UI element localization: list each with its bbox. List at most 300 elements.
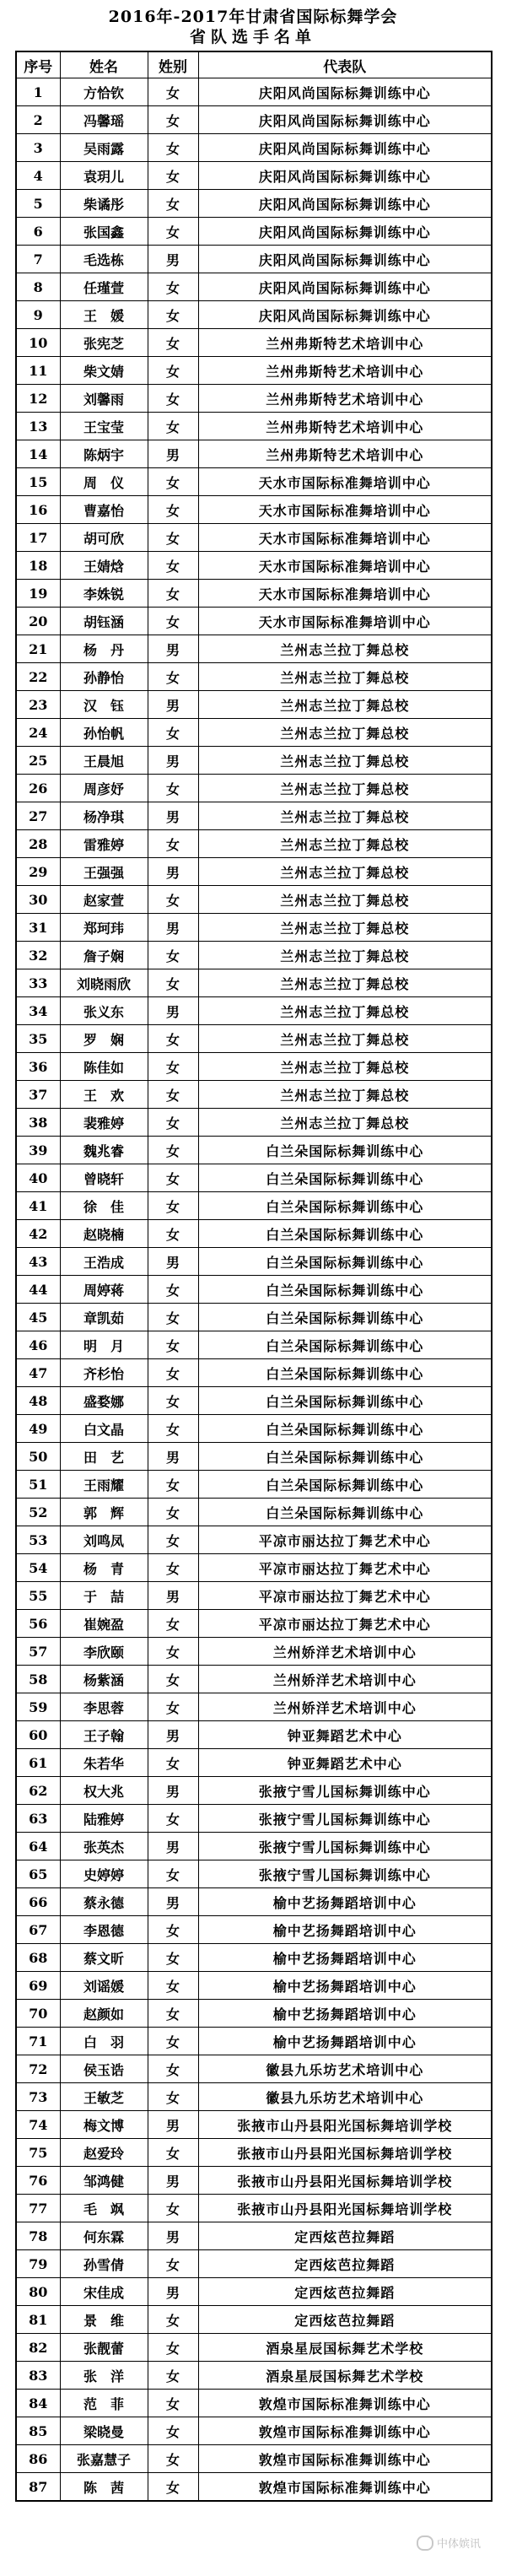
table-header-row	[16, 51, 492, 78]
table-row	[16, 1248, 492, 1276]
cell-team: 酒泉星辰国标舞艺术学校	[198, 2362, 492, 2390]
cell-team: 天水市国际标准舞培训中心	[198, 496, 492, 524]
cell-name: 陆雅婷	[60, 1805, 148, 1833]
table-row	[16, 273, 492, 301]
cell-gender: 女	[148, 1916, 198, 1944]
table-row	[16, 1860, 492, 1888]
table-row	[16, 719, 492, 747]
cell-name: 徐 佳	[60, 1192, 148, 1220]
cell-gender: 女	[148, 663, 198, 691]
cell-name: 王宝莹	[60, 413, 148, 440]
cell-name: 李恩德	[60, 1916, 148, 1944]
cell-team: 白兰朵国际标舞训练中心	[198, 1415, 492, 1443]
cell-name: 王强强	[60, 858, 148, 886]
cell-number: 80	[16, 2278, 60, 2306]
cell-team: 兰州志兰拉丁舞总校	[198, 635, 492, 663]
cell-gender: 女	[148, 1805, 198, 1833]
cell-number: 35	[16, 1025, 60, 1053]
cell-name: 刘鸣凤	[60, 1526, 148, 1554]
cell-gender: 女	[148, 218, 198, 246]
cell-number: 78	[16, 2222, 60, 2250]
table-row	[16, 886, 492, 914]
cell-team: 兰州志兰拉丁舞总校	[198, 663, 492, 691]
cell-gender: 女	[148, 2250, 198, 2278]
cell-gender: 女	[148, 1164, 198, 1192]
cell-name: 雷雅婷	[60, 830, 148, 858]
cell-team: 敦煌市国际标准舞训练中心	[198, 2390, 492, 2417]
cell-gender: 男	[148, 440, 198, 468]
cell-name: 杨紫涵	[60, 1666, 148, 1693]
cell-number: 81	[16, 2306, 60, 2334]
cell-number: 65	[16, 1860, 60, 1888]
cell-number: 31	[16, 914, 60, 942]
cell-team: 榆中艺扬舞蹈培训中心	[198, 1972, 492, 2000]
table-row	[16, 2167, 492, 2195]
cell-team: 白兰朵国际标舞训练中心	[198, 1387, 492, 1415]
cell-number: 86	[16, 2445, 60, 2473]
cell-gender: 女	[148, 1331, 198, 1359]
cell-gender: 男	[148, 1248, 198, 1276]
cell-gender: 女	[148, 580, 198, 608]
cell-team: 白兰朵国际标舞训练中心	[198, 1471, 492, 1499]
table-row	[16, 106, 492, 134]
table-row	[16, 1526, 492, 1554]
cell-team: 榆中艺扬舞蹈培训中心	[198, 1916, 492, 1944]
cell-name: 章凯茹	[60, 1304, 148, 1331]
cell-name: 张嘉慧子	[60, 2445, 148, 2473]
cell-gender: 女	[148, 413, 198, 440]
cell-gender: 女	[148, 608, 198, 635]
cell-number: 33	[16, 969, 60, 997]
cell-name: 杨 丹	[60, 635, 148, 663]
cell-number: 62	[16, 1777, 60, 1805]
table-row	[16, 1443, 492, 1471]
cell-name: 曾晓轩	[60, 1164, 148, 1192]
cell-gender: 女	[148, 1304, 198, 1331]
cell-number: 22	[16, 663, 60, 691]
cell-number: 61	[16, 1749, 60, 1777]
cell-number: 45	[16, 1304, 60, 1331]
cell-number: 34	[16, 997, 60, 1025]
cell-gender: 女	[148, 78, 198, 106]
cell-number: 55	[16, 1582, 60, 1610]
cell-team: 庆阳风尚国际标舞训练中心	[198, 273, 492, 301]
cell-name: 赵颜如	[60, 2000, 148, 2028]
cell-name: 毛 飒	[60, 2195, 148, 2222]
cell-team: 白兰朵国际标舞训练中心	[198, 1443, 492, 1471]
cell-name: 郑珂玮	[60, 914, 148, 942]
cell-number: 30	[16, 886, 60, 914]
table-row	[16, 942, 492, 969]
cell-name: 曹嘉怡	[60, 496, 148, 524]
cell-team: 兰州志兰拉丁舞总校	[198, 997, 492, 1025]
cell-gender: 男	[148, 747, 198, 775]
cell-number: 73	[16, 2083, 60, 2111]
table-row	[16, 1359, 492, 1387]
cell-gender: 女	[148, 2417, 198, 2445]
cell-number: 69	[16, 1972, 60, 2000]
cell-number: 47	[16, 1359, 60, 1387]
cell-name: 白文晶	[60, 1415, 148, 1443]
cell-name: 陈佳如	[60, 1053, 148, 1081]
table-row	[16, 413, 492, 440]
cell-team: 兰州志兰拉丁舞总校	[198, 775, 492, 802]
cell-name: 赵爱玲	[60, 2139, 148, 2167]
table-row	[16, 468, 492, 496]
cell-team: 兰州志兰拉丁舞总校	[198, 802, 492, 830]
table-row	[16, 2028, 492, 2055]
cell-number: 74	[16, 2111, 60, 2139]
cell-name: 陈炳宇	[60, 440, 148, 468]
cell-number: 82	[16, 2334, 60, 2362]
cell-team: 榆中艺扬舞蹈培训中心	[198, 1944, 492, 1972]
cell-team: 兰州志兰拉丁舞总校	[198, 719, 492, 747]
table-row	[16, 1693, 492, 1721]
cell-number: 72	[16, 2055, 60, 2083]
table-row	[16, 1025, 492, 1053]
cell-gender: 女	[148, 2028, 198, 2055]
table-row	[16, 1415, 492, 1443]
table-row	[16, 969, 492, 997]
table-row	[16, 1888, 492, 1916]
cell-team: 庆阳风尚国际标舞训练中心	[198, 246, 492, 273]
cell-number: 32	[16, 942, 60, 969]
cell-gender: 男	[148, 1777, 198, 1805]
cell-gender: 女	[148, 1972, 198, 2000]
roster-body	[16, 78, 492, 2502]
table-row	[16, 580, 492, 608]
table-row	[16, 1582, 492, 1610]
cell-number: 54	[16, 1554, 60, 1582]
cell-name: 王晨旭	[60, 747, 148, 775]
cell-name: 何东霖	[60, 2222, 148, 2250]
cell-name: 孙怡帆	[60, 719, 148, 747]
cell-team: 榆中艺扬舞蹈培训中心	[198, 1888, 492, 1916]
cell-name: 周婷蒋	[60, 1276, 148, 1304]
cell-team: 天水市国际标准舞培训中心	[198, 552, 492, 580]
cell-number: 25	[16, 747, 60, 775]
cell-number: 59	[16, 1693, 60, 1721]
cell-team: 兰州志兰拉丁舞总校	[198, 1081, 492, 1109]
table-row	[16, 2111, 492, 2139]
table-row	[16, 1192, 492, 1220]
cell-number: 44	[16, 1276, 60, 1304]
table-row	[16, 1387, 492, 1415]
cell-number: 50	[16, 1443, 60, 1471]
cell-name: 田 艺	[60, 1443, 148, 1471]
cell-team: 白兰朵国际标舞训练中心	[198, 1304, 492, 1331]
cell-name: 朱若华	[60, 1749, 148, 1777]
cell-name: 冯馨瑶	[60, 106, 148, 134]
cell-name: 崔婉盈	[60, 1610, 148, 1638]
cell-gender: 女	[148, 468, 198, 496]
cell-team: 兰州弗斯特艺术培训中心	[198, 385, 492, 413]
cell-number: 1	[16, 78, 60, 106]
header-gender: 姓别	[148, 51, 198, 78]
cell-team: 兰州志兰拉丁舞总校	[198, 886, 492, 914]
cell-number: 40	[16, 1164, 60, 1192]
cell-name: 魏兆睿	[60, 1137, 148, 1164]
table-row	[16, 2473, 492, 2502]
table-row	[16, 1916, 492, 1944]
cell-name: 郭 辉	[60, 1499, 148, 1526]
document-page	[15, 7, 491, 2502]
cell-number: 14	[16, 440, 60, 468]
cell-name: 张靓蕾	[60, 2334, 148, 2362]
cell-number: 13	[16, 413, 60, 440]
cell-gender: 男	[148, 997, 198, 1025]
table-row	[16, 1721, 492, 1749]
cell-number: 48	[16, 1387, 60, 1415]
cell-number: 23	[16, 691, 60, 719]
table-row	[16, 1666, 492, 1693]
cell-name: 王婧焓	[60, 552, 148, 580]
table-row	[16, 496, 492, 524]
cell-team: 敦煌市国际标准舞训练中心	[198, 2445, 492, 2473]
cell-number: 56	[16, 1610, 60, 1638]
table-row	[16, 1137, 492, 1164]
cell-team: 白兰朵国际标舞训练中心	[198, 1359, 492, 1387]
table-row	[16, 301, 492, 329]
cell-team: 兰州志兰拉丁舞总校	[198, 1109, 492, 1137]
table-row	[16, 2083, 492, 2111]
table-row	[16, 1972, 492, 2000]
cell-name: 陈 茜	[60, 2473, 148, 2502]
table-row	[16, 802, 492, 830]
cell-team: 天水市国际标准舞培训中心	[198, 524, 492, 552]
cell-gender: 女	[148, 524, 198, 552]
cell-team: 榆中艺扬舞蹈培训中心	[198, 2028, 492, 2055]
cell-team: 平凉市丽达拉丁舞艺术中心	[198, 1610, 492, 1638]
cell-number: 38	[16, 1109, 60, 1137]
table-row	[16, 1053, 492, 1081]
cell-gender: 女	[148, 775, 198, 802]
cell-name: 柴谲彤	[60, 190, 148, 218]
table-row	[16, 1610, 492, 1638]
cell-team: 张掖宁雪儿国标舞训练中心	[198, 1805, 492, 1833]
header-name: 姓名	[60, 51, 148, 78]
cell-team: 兰州志兰拉丁舞总校	[198, 858, 492, 886]
cell-number: 41	[16, 1192, 60, 1220]
cell-team: 兰州志兰拉丁舞总校	[198, 969, 492, 997]
cell-gender: 男	[148, 2111, 198, 2139]
table-row	[16, 2000, 492, 2028]
cell-name: 张义东	[60, 997, 148, 1025]
cell-gender: 男	[148, 691, 198, 719]
table-row	[16, 218, 492, 246]
cell-team: 张掖宁雪儿国标舞训练中心	[198, 1833, 492, 1860]
cell-gender: 女	[148, 1638, 198, 1666]
cell-number: 70	[16, 2000, 60, 2028]
table-row	[16, 552, 492, 580]
cell-team: 兰州志兰拉丁舞总校	[198, 747, 492, 775]
chat-bubble-icon	[417, 2535, 433, 2551]
table-row	[16, 997, 492, 1025]
cell-gender: 女	[148, 1944, 198, 1972]
cell-name: 赵晓楠	[60, 1220, 148, 1248]
cell-team: 张掖市山丹县阳光国标舞培训学校	[198, 2139, 492, 2167]
cell-number: 11	[16, 357, 60, 385]
cell-gender: 男	[148, 1582, 198, 1610]
table-row	[16, 1944, 492, 1972]
cell-number: 16	[16, 496, 60, 524]
table-row	[16, 2334, 492, 2362]
cell-gender: 女	[148, 2473, 198, 2502]
cell-team: 庆阳风尚国际标舞训练中心	[198, 134, 492, 162]
cell-gender: 女	[148, 1053, 198, 1081]
cell-number: 42	[16, 1220, 60, 1248]
cell-name: 张宪芝	[60, 329, 148, 357]
cell-team: 庆阳风尚国际标舞训练中心	[198, 106, 492, 134]
table-row	[16, 190, 492, 218]
cell-gender: 女	[148, 357, 198, 385]
cell-team: 钟亚舞蹈艺术中心	[198, 1749, 492, 1777]
cell-number: 4	[16, 162, 60, 190]
cell-number: 9	[16, 301, 60, 329]
cell-gender: 女	[148, 1554, 198, 1582]
cell-team: 白兰朵国际标舞训练中心	[198, 1276, 492, 1304]
cell-team: 张掖宁雪儿国标舞训练中心	[198, 1777, 492, 1805]
cell-team: 白兰朵国际标舞训练中心	[198, 1137, 492, 1164]
cell-gender: 女	[148, 1471, 198, 1499]
cell-number: 67	[16, 1916, 60, 1944]
table-row	[16, 691, 492, 719]
table-row	[16, 78, 492, 106]
cell-number: 57	[16, 1638, 60, 1666]
cell-name: 毛选栋	[60, 246, 148, 273]
cell-name: 柴文婧	[60, 357, 148, 385]
cell-team: 天水市国际标准舞培训中心	[198, 608, 492, 635]
cell-number: 83	[16, 2362, 60, 2390]
table-row	[16, 524, 492, 552]
cell-team: 兰州娇洋艺术培训中心	[198, 1666, 492, 1693]
cell-team: 兰州志兰拉丁舞总校	[198, 942, 492, 969]
cell-gender: 女	[148, 1499, 198, 1526]
cell-number: 10	[16, 329, 60, 357]
table-row	[16, 747, 492, 775]
cell-gender: 女	[148, 134, 198, 162]
cell-name: 范 菲	[60, 2390, 148, 2417]
cell-gender: 女	[148, 1749, 198, 1777]
cell-name: 刘馨雨	[60, 385, 148, 413]
cell-name: 汉 钰	[60, 691, 148, 719]
cell-number: 19	[16, 580, 60, 608]
cell-name: 王敏芝	[60, 2083, 148, 2111]
cell-number: 24	[16, 719, 60, 747]
cell-gender: 女	[148, 1666, 198, 1693]
cell-gender: 女	[148, 162, 198, 190]
watermark	[417, 2535, 481, 2551]
table-row	[16, 775, 492, 802]
table-row	[16, 2278, 492, 2306]
cell-gender: 男	[148, 1721, 198, 1749]
table-row	[16, 2195, 492, 2222]
cell-gender: 女	[148, 2445, 198, 2473]
cell-team: 兰州志兰拉丁舞总校	[198, 914, 492, 942]
cell-name: 宋佳成	[60, 2278, 148, 2306]
cell-team: 徽县九乐坊艺术培训中心	[198, 2083, 492, 2111]
cell-name: 张英杰	[60, 1833, 148, 1860]
cell-team: 张掖市山丹县阳光国标舞培训学校	[198, 2167, 492, 2195]
cell-team: 庆阳风尚国际标舞训练中心	[198, 301, 492, 329]
table-row	[16, 1304, 492, 1331]
table-row	[16, 1805, 492, 1833]
cell-name: 李欣颐	[60, 1638, 148, 1666]
cell-number: 36	[16, 1053, 60, 1081]
table-row	[16, 2362, 492, 2390]
cell-name: 李姝锐	[60, 580, 148, 608]
table-row	[16, 830, 492, 858]
cell-name: 李思蓉	[60, 1693, 148, 1721]
cell-gender: 男	[148, 1888, 198, 1916]
cell-name: 王雨耀	[60, 1471, 148, 1499]
cell-team: 天水市国际标准舞培训中心	[198, 468, 492, 496]
document-subtitle: 省队选手名单	[189, 28, 316, 46]
cell-number: 21	[16, 635, 60, 663]
cell-gender: 男	[148, 2222, 198, 2250]
cell-gender: 女	[148, 2083, 198, 2111]
table-row	[16, 608, 492, 635]
cell-gender: 女	[148, 830, 198, 858]
table-row	[16, 1777, 492, 1805]
cell-number: 46	[16, 1331, 60, 1359]
cell-team: 兰州志兰拉丁舞总校	[198, 1025, 492, 1053]
cell-number: 52	[16, 1499, 60, 1526]
cell-team: 庆阳风尚国际标舞训练中心	[198, 218, 492, 246]
cell-number: 17	[16, 524, 60, 552]
cell-team: 徽县九乐坊艺术培训中心	[198, 2055, 492, 2083]
table-row	[16, 2306, 492, 2334]
cell-team: 白兰朵国际标舞训练中心	[198, 1192, 492, 1220]
cell-team: 定西炫芭拉舞蹈	[198, 2250, 492, 2278]
cell-gender: 女	[148, 2195, 198, 2222]
cell-gender: 女	[148, 2362, 198, 2390]
cell-name: 孙静怡	[60, 663, 148, 691]
cell-name: 罗 娴	[60, 1025, 148, 1053]
cell-gender: 女	[148, 273, 198, 301]
cell-number: 8	[16, 273, 60, 301]
cell-team: 白兰朵国际标舞训练中心	[198, 1248, 492, 1276]
cell-gender: 男	[148, 1833, 198, 1860]
cell-number: 84	[16, 2390, 60, 2417]
table-row	[16, 635, 492, 663]
cell-name: 袁玥儿	[60, 162, 148, 190]
table-row	[16, 1276, 492, 1304]
cell-number: 49	[16, 1415, 60, 1443]
cell-number: 58	[16, 1666, 60, 1693]
cell-gender: 女	[148, 190, 198, 218]
cell-gender: 女	[148, 301, 198, 329]
cell-team: 天水市国际标准舞培训中心	[198, 580, 492, 608]
cell-name: 于 喆	[60, 1582, 148, 1610]
cell-team: 庆阳风尚国际标舞训练中心	[198, 162, 492, 190]
cell-gender: 女	[148, 2306, 198, 2334]
cell-name: 裴雅婷	[60, 1109, 148, 1137]
cell-team: 兰州志兰拉丁舞总校	[198, 691, 492, 719]
cell-number: 63	[16, 1805, 60, 1833]
cell-name: 胡钰涵	[60, 608, 148, 635]
cell-number: 64	[16, 1833, 60, 1860]
cell-name: 景 维	[60, 2306, 148, 2334]
table-row	[16, 1164, 492, 1192]
cell-gender: 女	[148, 2390, 198, 2417]
cell-gender: 女	[148, 1415, 198, 1443]
cell-gender: 女	[148, 2000, 198, 2028]
cell-name: 周 仪	[60, 468, 148, 496]
table-row	[16, 858, 492, 886]
cell-name: 赵家萱	[60, 886, 148, 914]
cell-gender: 男	[148, 1443, 198, 1471]
